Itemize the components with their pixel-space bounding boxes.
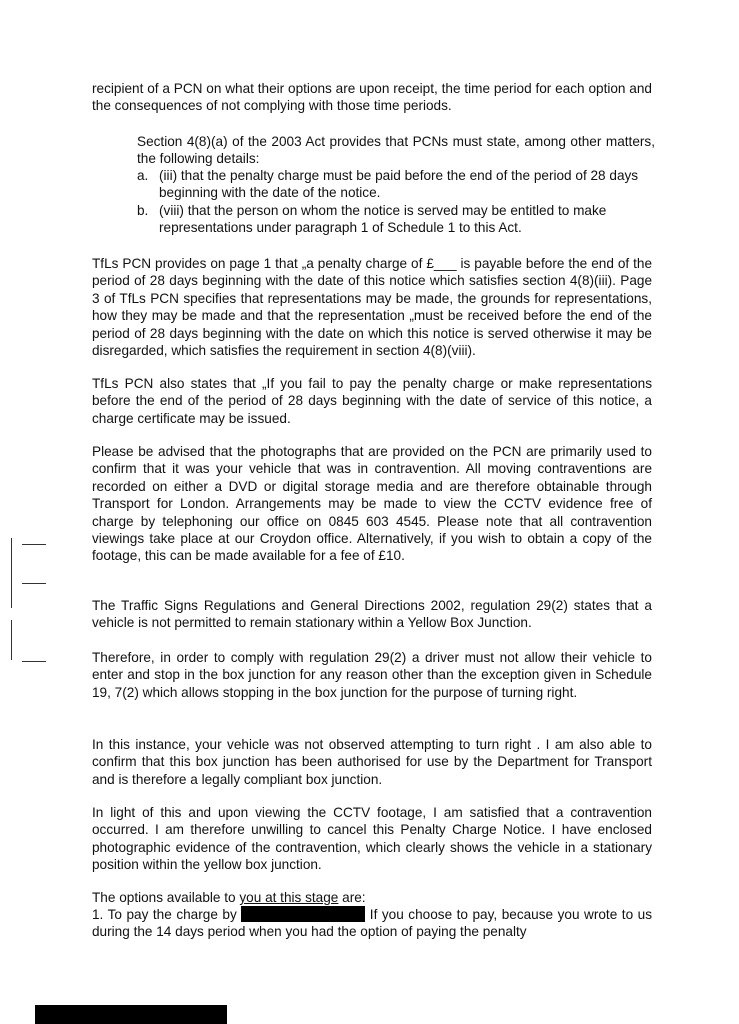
- list-item-text: (viii) that the person on whom the notice is served may be entitled to make representations under paragraph 1 of Schedule 1 to this Act.: [159, 202, 607, 236]
- margin-tick: [22, 661, 46, 662]
- instance-paragraph: In this instance, your vehicle was not observed attempting to turn right . I am also able to confirm that this box junction has been authorised for use by the Department for Transport and is therefore a legally compliant box junction.: [92, 737, 652, 787]
- list-item: [137, 167, 657, 202]
- comply-paragraph: Therefore, in order to comply with regulation 29(2) a driver must not allow their vehicle to enter and stop in the box junction for any reason other than the exception given in Schedule 19, 7(2) which allows stopping in the box junction for the purpose of turning right.: [92, 650, 652, 700]
- section-heading: Section 4(8)(a) of the 2003 Act provides that PCNs must state, among other matters, the following details:: [137, 134, 655, 167]
- options-intro: [92, 889, 652, 906]
- light-paragraph: In light of this and upon viewing the CCTV footage, I am satisfied that a contravention occurred. I am therefore unwilling to cancel this Penalty Charge Notice. I have enclosed photographic evidence of the contravention, which clearly shows the vehicle in a stationary position within the yellow box junction.: [92, 805, 652, 873]
- margin-vertical-rule: [11, 620, 12, 660]
- tfl-paragraph-2: TfLs PCN also states that „If you fail to pay the penalty charge or make representations before the end of the period of 28 days beginning with the date of service of this notice, a charge certificate may be issued.: [92, 376, 652, 426]
- margin-tick: [22, 583, 46, 584]
- list-marker: a.: [137, 168, 149, 183]
- option-1-paragraph: [92, 906, 652, 941]
- list-marker: b.: [137, 202, 149, 218]
- redaction-bar: [241, 906, 365, 922]
- details-list: [137, 167, 657, 237]
- option-1-text: If you choose to pay, because you wrote to us during the 14 days period when you had the option of paying the penalty: [92, 907, 652, 940]
- option-1-lead: 1. To pay the charge by: [92, 907, 242, 922]
- options-intro-text: The options available to: [92, 890, 240, 905]
- list-item-text: (iii) that the penalty charge must be paid before the end of the period of 28 days beginning with the date of the notice.: [159, 168, 639, 201]
- photos-paragraph: Please be advised that the photographs that are provided on the PCN are primarily used to confirm that it was your vehicle that was in contravention. All moving contraventions are recorded on either a DVD or digital storage media and are therefore obtainable through Transport for London. Arrangements may be made to view the CCTV evidence free of charge by telephoning our office on 0845 603 4545. Please note that all contravention viewings take place at our Croydon office. Alternatively, if you wish to obtain a copy of the footage, this can be made available for a fee of £10.: [92, 444, 652, 564]
- footer-redaction: [35, 1005, 227, 1024]
- list-item: [137, 202, 657, 237]
- regulation-paragraph: The Traffic Signs Regulations and General Directions 2002, regulation 29(2) states that a vehicle is not permitted to remain stationary within a Yellow Box Junction.: [92, 598, 652, 631]
- margin-tick: [22, 544, 46, 545]
- intro-paragraph: recipient of a PCN on what their options are upon receipt, the time period for each option and the consequences of not complying with those time periods.: [92, 81, 652, 114]
- options-intro-underlined: you at this stage: [239, 890, 339, 905]
- options-intro-end: are:: [338, 890, 366, 905]
- tfl-paragraph-1: TfLs PCN provides on page 1 that „a penalty charge of £___ is payable before the end of the period of 28 days beginning with the date of this notice which satisfies section 4(8)(iii). Page 3 of TfLs PCN specifies that representations may be made, the grounds for representations, how they may be made and that the representation „must be received before the end of the period of 28 days beginning with the date on which this notice is served otherwise it may be disregarded, which satisfies the requirement in section 4(8)(viii).: [92, 256, 652, 359]
- margin-vertical-rule: [11, 538, 12, 608]
